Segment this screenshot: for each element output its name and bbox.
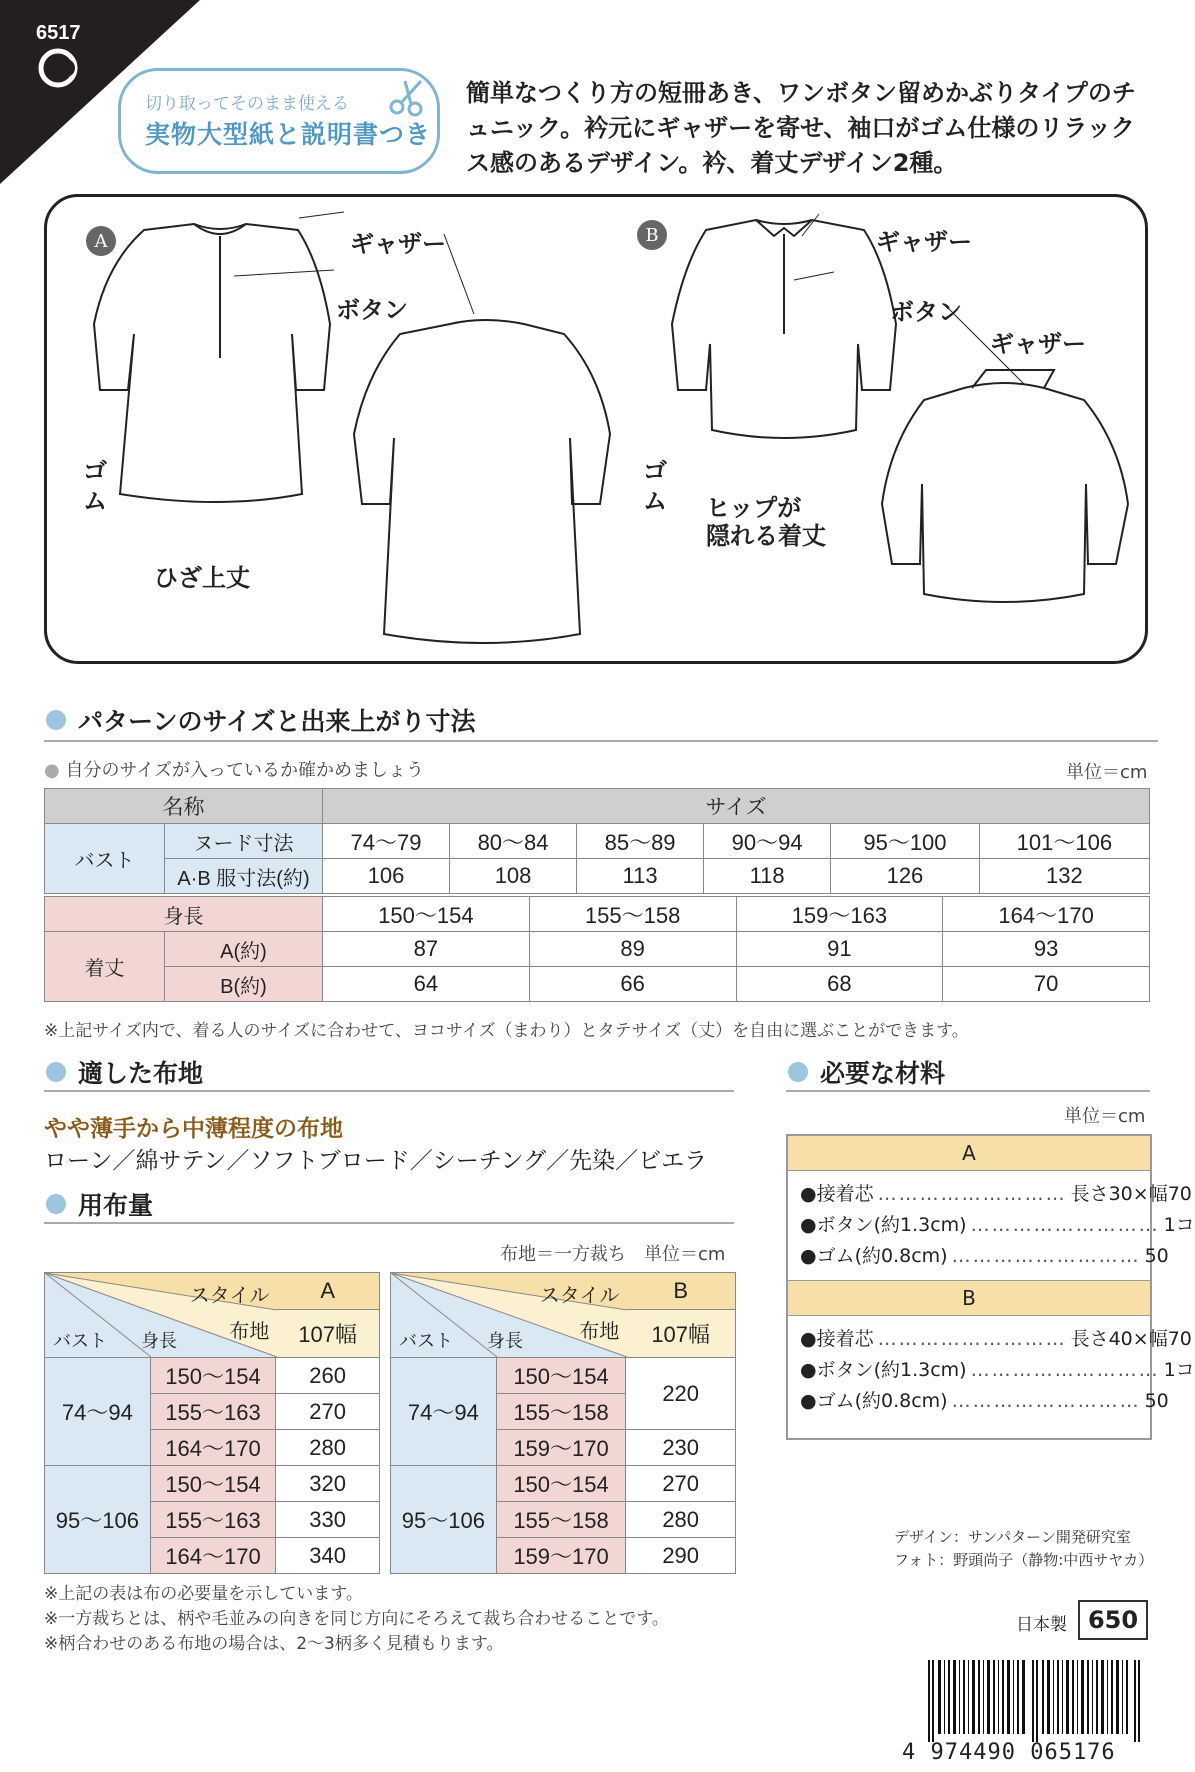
size-unit: 単位＝cm	[1066, 762, 1148, 783]
yardage-b-corner	[391, 1273, 626, 1358]
size-note-text: 自分のサイズが入っているか確かめましょう	[65, 760, 425, 781]
yardage-value: 290	[626, 1538, 736, 1574]
gray-dot: ●	[44, 760, 60, 781]
materials-b-list	[788, 1316, 1195, 1425]
height-header: 身長	[487, 1331, 523, 1351]
garment-value: 106	[323, 859, 450, 894]
size-head-name: 名称	[45, 789, 323, 824]
gather-label-b-back: ギャザー	[990, 330, 1086, 358]
yardage-value: 320	[276, 1466, 380, 1502]
yardage-section-title	[46, 1186, 153, 1222]
material-name: ●ゴム(約0.8cm)	[800, 1390, 948, 1412]
nude-value: 85〜89	[577, 824, 704, 859]
height-cell: 150〜154	[150, 1466, 276, 1502]
divider	[44, 1090, 734, 1092]
material-value: 長さ30×幅70	[1070, 1183, 1192, 1205]
nude-value: 74〜79	[323, 824, 450, 859]
size-head-size: サイズ	[323, 789, 1150, 824]
b-length-label2: 隠れる着丈	[706, 522, 826, 550]
length-table	[44, 896, 1150, 1002]
materials-unit: 単位＝cm	[1064, 1106, 1146, 1127]
materials-title-text: 必要な材料	[820, 1059, 946, 1088]
material-value: 長さ40×幅70	[1070, 1328, 1192, 1350]
divider	[44, 1222, 734, 1224]
garment-value: 132	[979, 859, 1149, 894]
nude-value: 80〜84	[450, 824, 577, 859]
material-name: ●接着芯	[800, 1328, 874, 1350]
leader-dots: ………………………	[970, 1359, 1160, 1381]
height-value: 159〜163	[736, 897, 943, 932]
garment-label: A·B 服寸法(約)	[165, 859, 323, 894]
height-cell: 155〜163	[150, 1394, 276, 1430]
size-title-text: パターンのサイズと出来上がり寸法	[78, 707, 476, 736]
length-b-label: B(約)	[165, 967, 323, 1002]
height-cell: 164〜170	[150, 1538, 276, 1574]
materials-a-head: A	[788, 1136, 1150, 1171]
materials-box	[786, 1134, 1195, 1440]
fabric-header: 布地	[229, 1321, 270, 1343]
length-a-value: 93	[943, 932, 1150, 967]
height-value: 164〜170	[943, 897, 1150, 932]
height-cell: 159〜170	[496, 1430, 626, 1466]
material-item	[788, 1386, 1169, 1417]
material-value: 50	[1144, 1245, 1169, 1267]
garment-value: 108	[450, 859, 577, 894]
style-header: スタイル	[189, 1285, 270, 1307]
height-cell: 155〜158	[496, 1394, 626, 1430]
gather-label-b: ギャザー	[876, 228, 972, 256]
material-value: 1コ	[1163, 1214, 1195, 1236]
material-value: 1コ	[1163, 1359, 1195, 1381]
height-cell: 155〜158	[496, 1502, 626, 1538]
button-label-a: ボタン	[336, 296, 408, 324]
height-cell: 164〜170	[150, 1430, 276, 1466]
material-item	[788, 1179, 1192, 1210]
divider	[786, 1090, 1150, 1092]
yardage-notes	[44, 1582, 669, 1657]
width-value: 107幅	[626, 1310, 736, 1358]
fabric-section-title	[46, 1054, 203, 1090]
material-name: ●ボタン(約1.3cm)	[800, 1359, 967, 1381]
yardage-value: 280	[276, 1430, 380, 1466]
bust-label: バスト	[45, 824, 165, 894]
height-label: 身長	[45, 897, 323, 932]
nude-value: 101〜106	[979, 824, 1149, 859]
height-value: 155〜158	[529, 897, 736, 932]
nude-value: 90〜94	[704, 824, 831, 859]
intro-text: 簡単なつくり方の短冊あき、ワンボタン留めかぶりタイプのチュニック。衿元にギャザーを寄せ、袖口がゴム仕様のリラックス感のあるデザイン。衿、着丈デザイン2種。	[466, 79, 1136, 177]
length-b-value: 64	[323, 967, 530, 1002]
leader-dots: ………………………	[877, 1183, 1067, 1205]
badge-line2: 実物大型紙と説明書つき	[145, 120, 432, 149]
height-cell: 150〜154	[496, 1358, 626, 1394]
button-label-b: ボタン	[890, 298, 962, 326]
material-item	[788, 1241, 1169, 1272]
size-note	[44, 756, 424, 782]
yardage-title-text: 用布量	[78, 1191, 154, 1220]
product-code: 6517	[36, 22, 81, 44]
b-length-label1: ヒップが	[706, 494, 802, 522]
bust-header: バスト	[399, 1331, 453, 1351]
badge-line1: 切り取ってそのまま使える	[145, 94, 349, 114]
yardage-note: ※上記の表は布の必要量を示しています。	[44, 1584, 363, 1604]
bust-group: 95〜106	[45, 1466, 151, 1574]
yardage-value: 230	[626, 1430, 736, 1466]
credit-design: デザイン：サンパターン開発研究室	[894, 1528, 1131, 1546]
a-length-label: ひざ上丈	[154, 564, 250, 592]
bullet-dot	[46, 1062, 66, 1082]
height-header: 身長	[141, 1331, 177, 1351]
price-box: 650	[1078, 1600, 1148, 1640]
yardage-note: ※一方裁ちとは、柄や毛並みの向きを同じ方向にそろえて裁ち合わせることです。	[44, 1609, 669, 1629]
material-item	[788, 1355, 1195, 1386]
nude-label: ヌード寸法	[165, 824, 323, 859]
materials-a-list	[788, 1171, 1195, 1280]
gomu-label-a: ゴム	[83, 457, 107, 515]
length-a-value: 91	[736, 932, 943, 967]
yardage-note: ※柄合わせのある布地の場合は、2〜3柄多く見積もります。	[44, 1634, 504, 1654]
height-cell: 150〜154	[150, 1358, 276, 1394]
garment-value: 118	[704, 859, 831, 894]
height-cell: 150〜154	[496, 1466, 626, 1502]
style-header: スタイル	[539, 1285, 620, 1307]
yardage-table-b	[390, 1272, 736, 1574]
fabric-title-text: 適した布地	[78, 1059, 204, 1088]
bust-group: 74〜94	[45, 1358, 151, 1466]
credits	[894, 1526, 1153, 1572]
made-in-label: 日本製	[1016, 1615, 1067, 1635]
style-a-value: A	[276, 1273, 380, 1310]
material-name: ●ボタン(約1.3cm)	[800, 1214, 967, 1236]
material-name: ●ゴム(約0.8cm)	[800, 1245, 948, 1267]
yardage-value: 340	[276, 1538, 380, 1574]
materials-b-head: B	[788, 1280, 1150, 1316]
height-cell: 155〜163	[150, 1502, 276, 1538]
bullet-dot	[788, 1062, 808, 1082]
material-item	[788, 1324, 1192, 1355]
barcode-image	[924, 1660, 1150, 1742]
length-b-value: 66	[529, 967, 736, 1002]
bust-group: 95〜106	[391, 1466, 497, 1574]
leader-dots: ………………………	[970, 1214, 1160, 1236]
style-b-mark: B	[637, 220, 667, 250]
size-footnote: ※上記サイズ内で、着る人のサイズに合わせて、ヨコサイズ（まわり）とタテサイズ（丈）を自由に選ぶことができます。	[44, 1021, 969, 1041]
length-a-value: 89	[529, 932, 736, 967]
yardage-value: 260	[276, 1358, 380, 1394]
yardage-value: 280	[626, 1502, 736, 1538]
garment-value: 113	[577, 859, 704, 894]
gather-label-a: ギャザー	[350, 230, 446, 258]
yardage-unit: 布地＝一方裁ち 単位＝cm	[500, 1244, 726, 1265]
leader-dots: ………………………	[951, 1390, 1141, 1412]
materials-section-title	[788, 1054, 945, 1090]
barcode-number: 4 974490 065176	[902, 1740, 1116, 1765]
height-value: 150〜154	[323, 897, 530, 932]
yardage-value: 220	[626, 1358, 736, 1430]
length-a-label: A(約)	[165, 932, 323, 967]
nude-value: 95〜100	[831, 824, 980, 859]
height-cell: 159〜170	[496, 1538, 626, 1574]
fabric-types: ローン／綿サテン／ソフトブロード／シーチング／先染／ビエラ	[44, 1148, 708, 1174]
bust-group: 74〜94	[391, 1358, 497, 1466]
length-a-value: 87	[323, 932, 530, 967]
length-b-value: 70	[943, 967, 1150, 1002]
yardage-value: 330	[276, 1502, 380, 1538]
size-section-title	[46, 702, 476, 738]
gomu-label-b: ゴム	[643, 457, 667, 515]
bust-header: バスト	[53, 1331, 107, 1351]
fabric-weight: やや薄手から中薄程度の布地	[44, 1116, 343, 1142]
material-value: 50	[1144, 1390, 1169, 1412]
yardage-value: 270	[626, 1466, 736, 1502]
width-value: 107幅	[276, 1310, 380, 1358]
credit-photo: フォト：野頭尚子（静物:中西サヤカ）	[894, 1551, 1154, 1569]
bullet-dot	[46, 710, 66, 730]
length-b-value: 68	[736, 967, 943, 1002]
yardage-table-a	[44, 1272, 380, 1574]
divider	[44, 740, 1158, 742]
style-a-mark: A	[86, 226, 116, 256]
size-table	[44, 788, 1150, 894]
material-name: ●接着芯	[800, 1183, 874, 1205]
yardage-a-corner	[45, 1273, 276, 1358]
material-item	[788, 1210, 1195, 1241]
style-b-value: B	[626, 1273, 736, 1310]
garment-value: 126	[831, 859, 980, 894]
leader-dots: ………………………	[951, 1245, 1141, 1267]
scissors-icon	[387, 77, 427, 117]
pattern-badge	[118, 68, 440, 174]
yardage-value: 270	[276, 1394, 380, 1430]
garment-illustrations	[44, 194, 1148, 664]
bullet-dot	[46, 1194, 66, 1214]
leader-dots: ………………………	[877, 1328, 1067, 1350]
length-label: 着丈	[45, 932, 165, 1002]
fabric-header: 布地	[579, 1321, 620, 1343]
